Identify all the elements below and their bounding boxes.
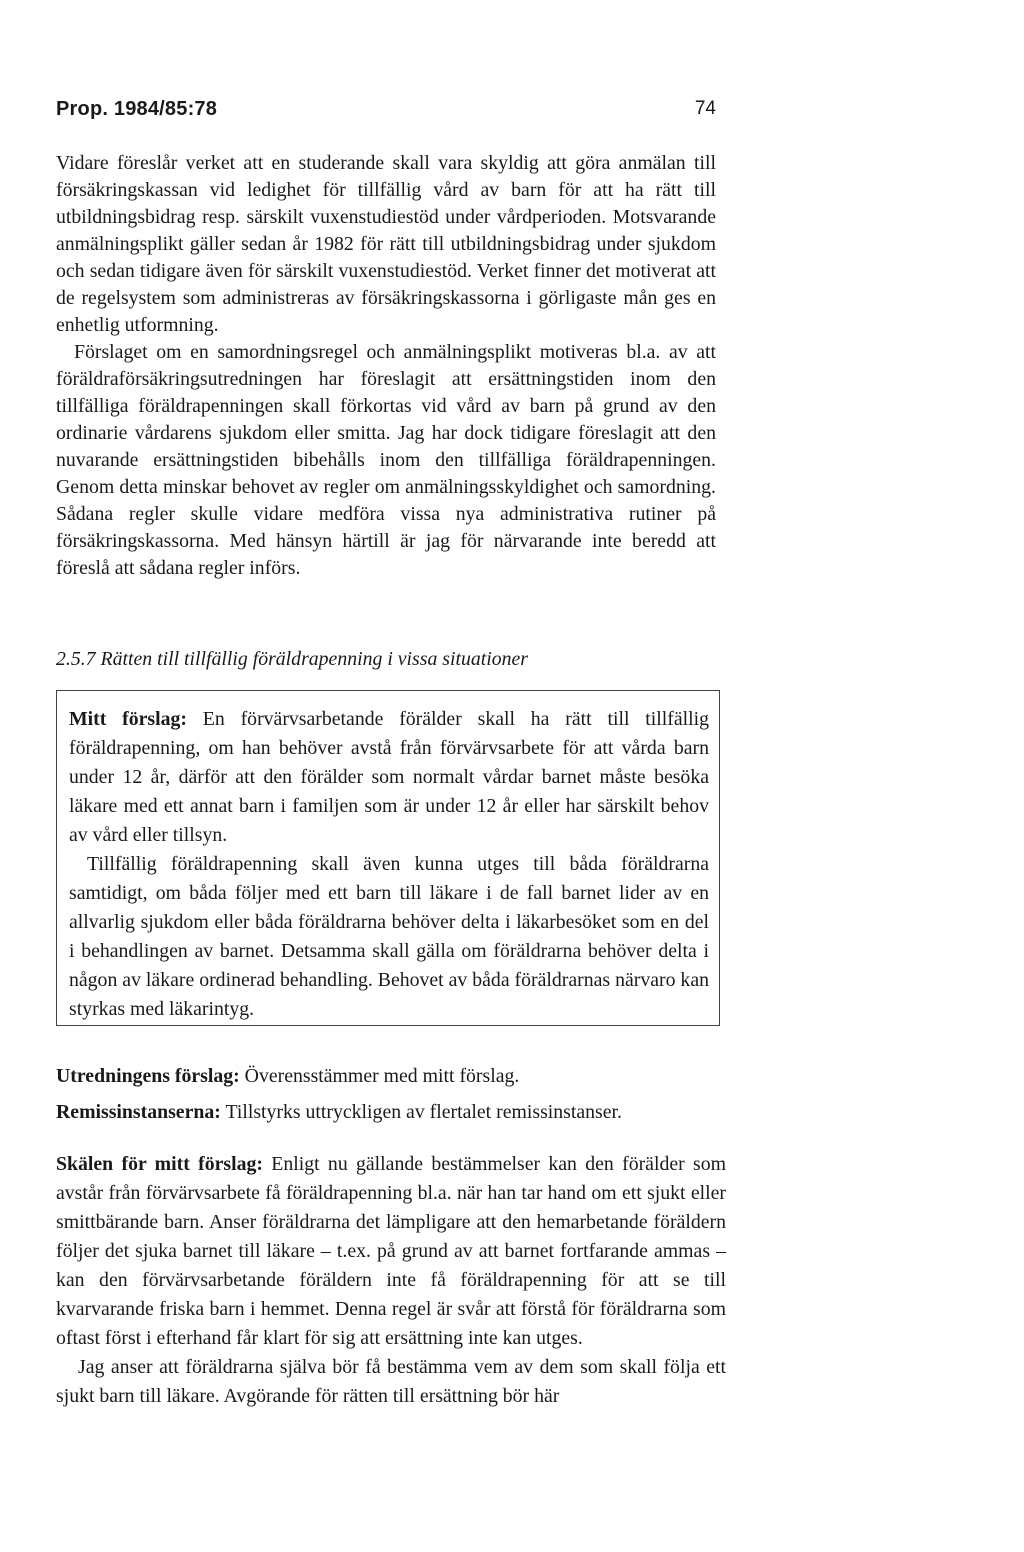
skal-paragraph-1 <box>56 1150 726 1353</box>
proposal-text-1: En förvärvsarbetande förälder skall ha rätt till tillfällig föräldrapenning, om han behöver avstå från förvärvsarbete för att vårda barn under 12 år, därför att den förälder som normalt vårdar barnet måste besöka läkare med ett annat barn i familjen som är under 12 år eller har särskilt behov av vård eller tillsyn. <box>69 708 709 846</box>
proposal-paragraph-1 <box>69 705 709 850</box>
utredning-paragraph <box>56 1062 726 1091</box>
intro-paragraph-2: Förslaget om en samordningsregel och anmälningsplikt motiveras bl.a. av att föräldraförsäkringsutredningen har föreslagit att ersättningstiden inom den tillfälliga föräldrapenningen skall förkortas vid vård av barn på grund av den ordinarie vårdarens sjukdom eller smitta. Jag har dock tidigare föreslagit att den nuvarande ersättningstiden bibehålls inom den tillfälliga föräldrapenningen. Genom detta minskar behovet av regler om anmälningsskyldighet och samordning. Sådana regler skulle vidare medföra vissa nya administrativa rutiner på försäkringskassorna. Med hänsyn härtill är jag för närvarande inte beredd att föreslå att sådana regler införs. <box>56 341 716 579</box>
remiss-section <box>56 1098 726 1127</box>
section-heading: 2.5.7 Rätten till tillfällig föräldrapenning i vissa situationer <box>56 648 529 670</box>
document-reference: Prop. 1984/85:78 <box>56 98 218 120</box>
remiss-lead: Remissinstanserna: <box>56 1101 221 1123</box>
proposal-box <box>56 690 720 1026</box>
remiss-text: Tillstyrks uttryckligen av flertalet remissinstanser. <box>220 1101 622 1123</box>
skal-text-1: Enligt nu gällande bestämmelser kan den förälder som avstår från förvärvsarbete få föräldrapenning bl.a. när han tar hand om ett sjukt eller smittbärande barn. Anser föräldrarna det lämpligare att den hemarbetande föräldern följer det sjuka barnet till läkare – t.ex. på grund av att barnet fortfarande ammas – kan den förvärvsarbetande föräldern inte få föräldrapenning för att se till kvarvarande friska barn i hemmet. Denna regel är svår att förstå för föräldrarna som oftast först i efterhand får klart för sig att ersättning inte kan utges. <box>56 1153 726 1349</box>
page-number: 74 <box>694 98 716 119</box>
skal-paragraph-2: Jag anser att föräldrarna själva bör få bestämma vem av dem som skall följa ett sjukt barn till läkare. Avgörande för rätten till ersättning bör här <box>56 1356 726 1407</box>
proposal-content <box>69 705 709 1024</box>
utredning-section <box>56 1062 726 1091</box>
utredning-text: Överensstämmer med mitt förslag. <box>239 1065 520 1087</box>
remiss-paragraph <box>56 1098 726 1127</box>
intro-section <box>56 150 716 582</box>
skal-lead: Skälen för mitt förslag: <box>56 1153 263 1175</box>
skal-section <box>56 1150 726 1411</box>
proposal-lead: Mitt förslag: <box>69 708 187 730</box>
intro-paragraph-1: Vidare föreslår verket att en studerande skall vara skyldig att göra anmälan till försäkringskassan vid ledighet för tillfällig vård av barn för att ha rätt till utbildningsbidrag resp. särskilt vuxenstudiestöd under vårdperioden. Motsvarande anmälningsplikt gäller sedan år 1982 för rätt till utbildningsbidrag under sjukdom och sedan tidigare även för särskilt vuxenstudiestöd. Verket finner det motiverat att de regelsystem som administreras av försäkringskassorna i görligaste mån ges en enhetlig utformning. <box>56 152 716 336</box>
page-header <box>56 98 716 128</box>
proposal-paragraph-2: Tillfällig föräldrapenning skall även kunna utges till båda föräldrarna samtidigt, om båda följer med ett barn till läkare i de fall barnet lider av en allvarlig sjukdom eller båda föräldrarna behöver delta i läkarbesöket som en del i behandlingen av barnet. Detsamma skall gälla om föräldrarna behöver delta i någon av läkare ordinerad behandling. Behovet av båda föräldrarnas närvaro kan styrkas med läkarintyg. <box>69 853 709 1020</box>
utredning-lead: Utredningens förslag: <box>56 1065 240 1087</box>
